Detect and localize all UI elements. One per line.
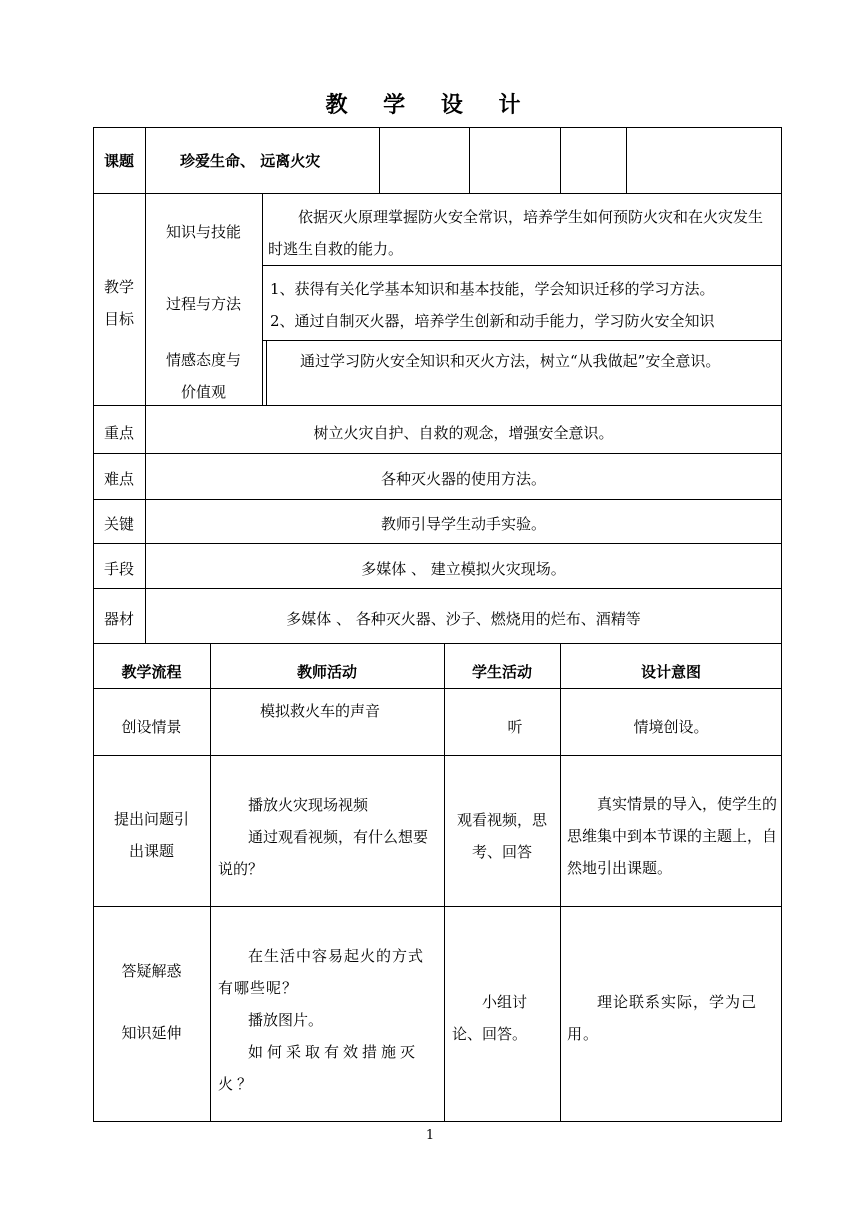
row-label: 器材	[103, 610, 134, 628]
row-label: 关键	[103, 515, 134, 533]
teacher-activity: 通过观看视频，有什么想要说的？	[218, 828, 429, 878]
row-value: 多媒体 、 建立模拟火灾现场。	[361, 560, 566, 578]
flow-stage: 出课题	[128, 842, 174, 860]
flow-stage: 提出问题引	[113, 810, 189, 828]
emotion-label-2: 价值观	[180, 383, 226, 401]
teacher-activity: 播放图片。	[248, 1011, 324, 1029]
teacher-activity: 模拟救火车的声音	[260, 702, 381, 720]
header-flow: 教学流程	[121, 663, 182, 681]
process-label: 过程与方法	[165, 295, 241, 313]
page-number: 1	[425, 1128, 435, 1143]
flow-stage: 创设情景	[121, 718, 182, 736]
row-value: 多媒体 、 各种灭火器、沙子、燃烧用的烂布、酒精等	[286, 610, 641, 628]
design-intent: 情境创设。	[633, 718, 709, 736]
goals-label-2: 目标	[103, 310, 134, 328]
design-intent: 真实情景的导入，使学生的思维集中到本节课的主题上，自然地引出课题。	[567, 795, 778, 877]
knowledge-text: 依据灭火原理掌握防火安全常识，培养学生如何预防火灾和在火灾发生时逃生自救的能力。	[268, 208, 764, 258]
student-activity: 考、回答	[471, 843, 532, 861]
teacher-activity: 如何采取有效措施灭火？	[218, 1043, 420, 1093]
row-value: 教师引导学生动手实验。	[380, 515, 546, 533]
flow-stage: 知识延伸	[121, 1024, 182, 1042]
flow-stage: 答疑解惑	[121, 962, 182, 980]
student-activity: 小组讨论、回答。	[452, 993, 528, 1043]
design-intent: 理论联系实际，学为己用。	[567, 993, 758, 1043]
emotion-label-1: 情感态度与	[165, 351, 241, 369]
teacher-activity: 在生活中容易起火的方式有哪些呢？	[218, 947, 425, 997]
page-title: 教 学 设 计	[325, 92, 535, 118]
knowledge-label: 知识与技能	[165, 223, 241, 241]
process-line-1: 1、获得有关化学基本知识和基本技能，学会知识迁移的学习方法。	[270, 280, 715, 298]
student-activity: 听	[507, 718, 523, 736]
goals-label-1: 教学	[103, 278, 134, 296]
header-teacher: 教师活动	[296, 663, 357, 681]
teacher-activity: 播放火灾现场视频	[248, 796, 369, 814]
lesson-label: 课题	[103, 152, 134, 170]
emotion-text: 通过学习防火安全知识和灭火方法，树立“从我做起”安全意识。	[300, 352, 721, 370]
student-activity: 观看视频，思	[456, 811, 547, 829]
header-intent: 设计意图	[640, 663, 701, 681]
row-value: 各种灭火器的使用方法。	[380, 470, 546, 488]
lesson-title: 珍爱生命、 远离火灾	[180, 152, 321, 170]
row-label: 手段	[103, 560, 134, 578]
row-label: 重点	[103, 424, 134, 442]
header-student: 学生活动	[471, 663, 532, 681]
process-line-2: 2、通过自制灭火器，培养学生创新和动手能力，学习防火安全知识	[270, 312, 715, 330]
row-label: 难点	[103, 470, 134, 488]
row-value: 树立火灾自护、自救的观念，增强安全意识。	[313, 424, 614, 442]
